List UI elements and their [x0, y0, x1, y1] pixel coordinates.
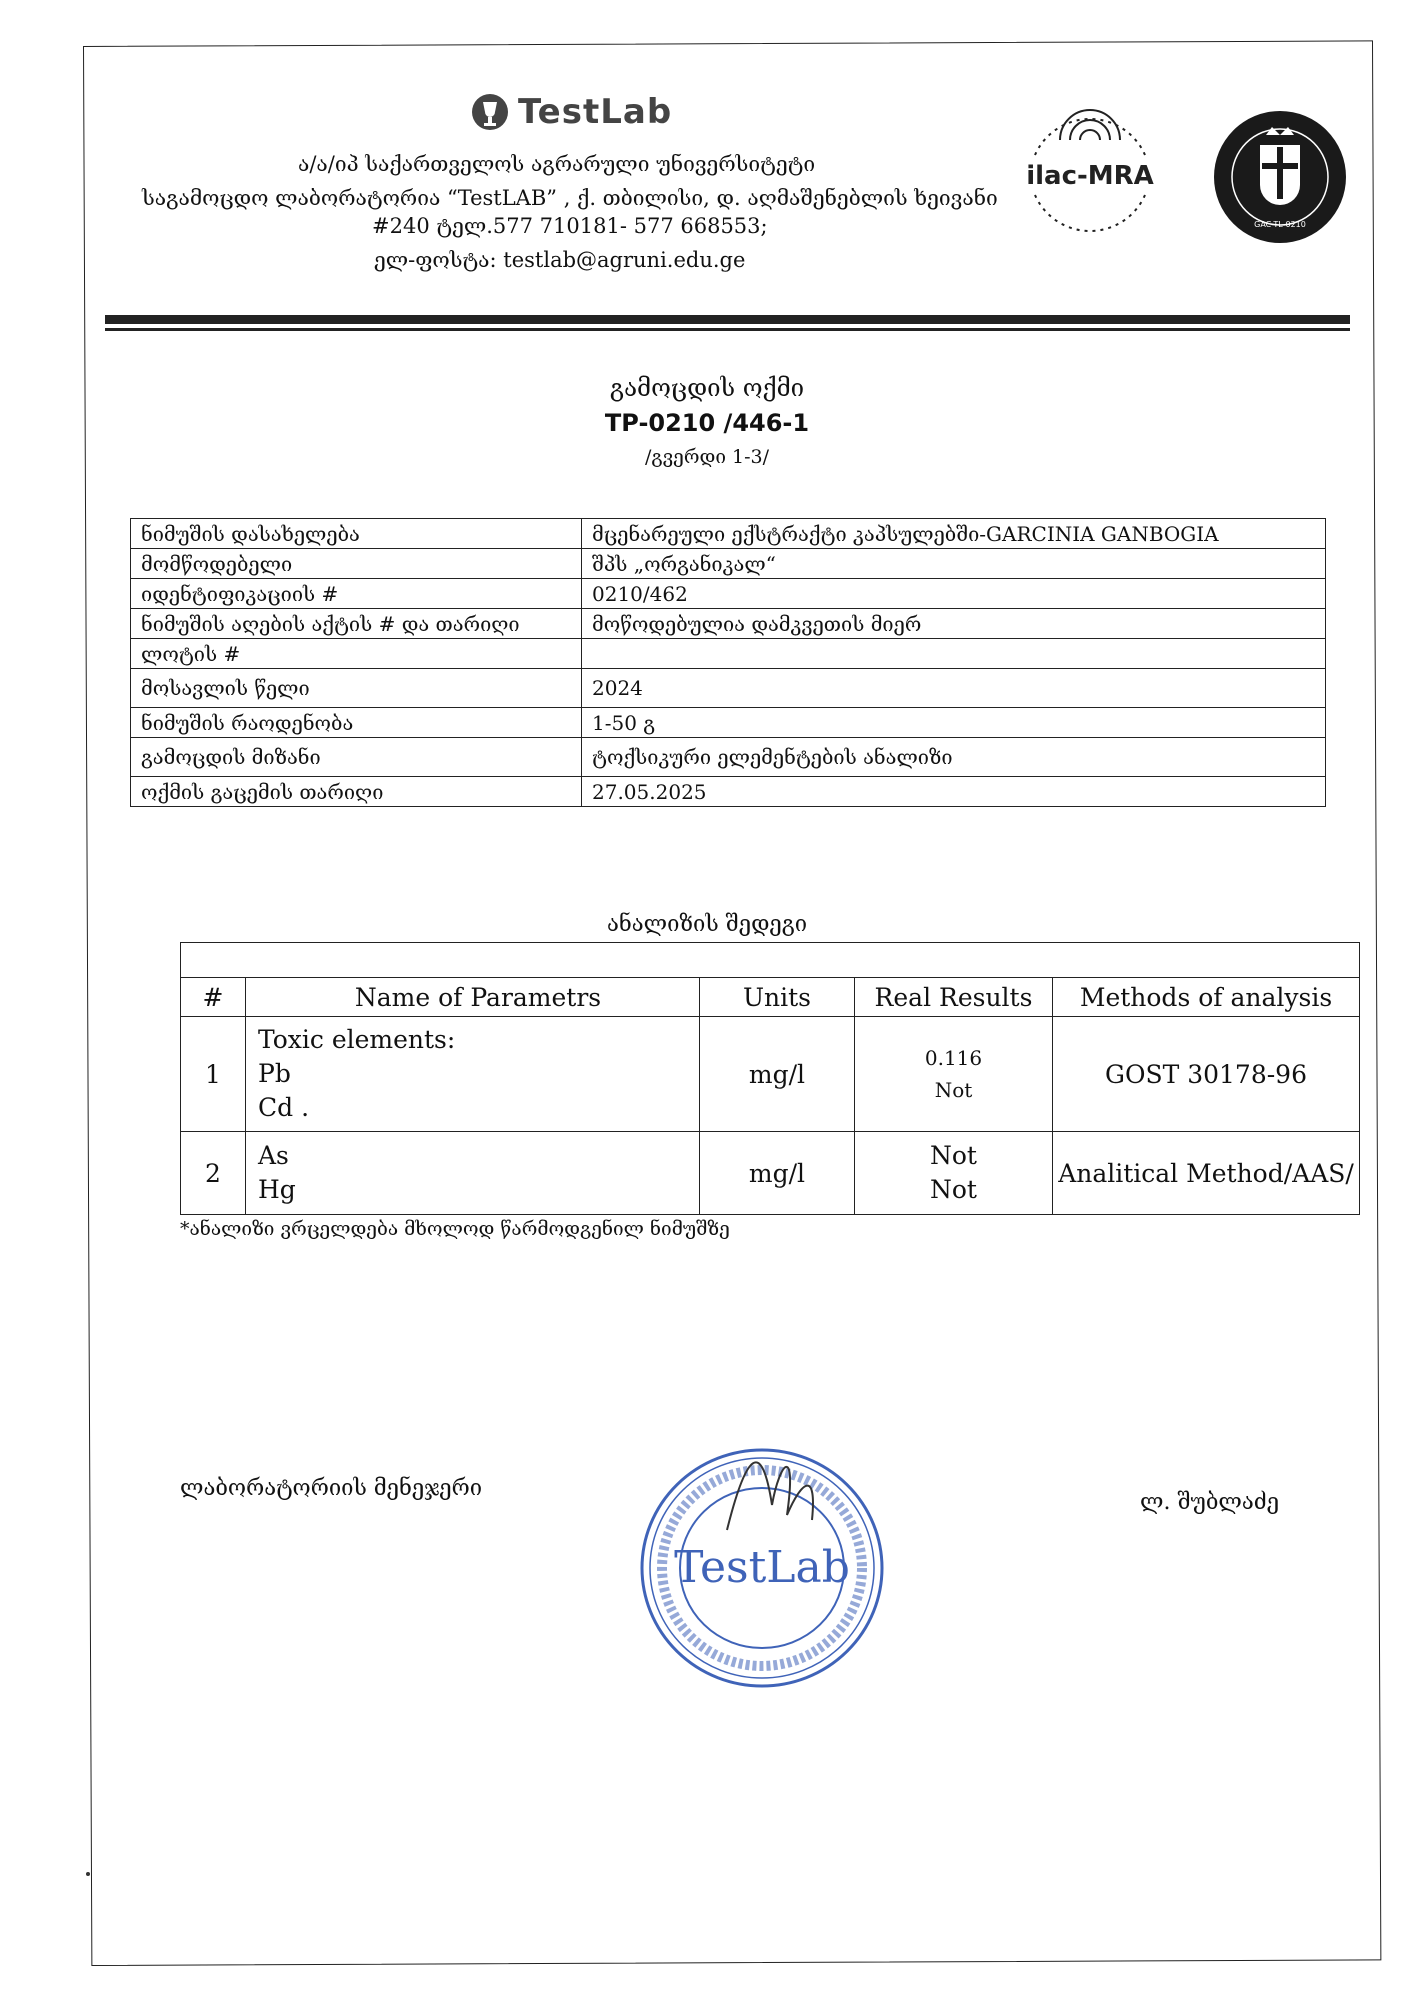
sample-info-table — [130, 518, 1326, 807]
brand-name: TestLab — [518, 92, 673, 132]
address-line-1: ა/ა/იპ საქართველოს აგრარული უნივერსიტეტი — [298, 152, 816, 176]
gac-accreditation-logo — [1210, 105, 1350, 250]
info-value: მოწოდებულია დამკვეთის მიერ — [582, 609, 1326, 639]
results-title: ანალიზის შედეგი — [606, 912, 808, 937]
ilac-mra-logo — [1015, 100, 1165, 250]
row-parameters — [246, 1017, 700, 1132]
parameter: Cd . — [258, 1093, 310, 1122]
info-row — [131, 579, 1326, 609]
info-value: 0210/462 — [582, 579, 1326, 609]
table-row — [181, 1017, 1360, 1132]
info-label: გამოცდის მიზანი — [131, 738, 582, 777]
info-row — [131, 519, 1326, 549]
info-label: ნიმუშის აღების აქტის # და თარიღი — [131, 609, 582, 639]
info-row — [131, 738, 1326, 777]
header-divider-thick — [105, 315, 1350, 324]
row-results — [855, 1017, 1053, 1132]
row-method: Analitical Method/AAS/ — [1053, 1132, 1360, 1215]
result-value: Not — [930, 1175, 977, 1204]
info-label: ნიმუშის რაოდენობა — [131, 708, 582, 738]
info-label: ნიმუშის დასახელება — [131, 519, 582, 549]
header-divider-thin — [105, 328, 1350, 331]
signatory-role: ლაბორატორიის მენეჯერი — [180, 1476, 483, 1501]
stamp-text: TestLab — [674, 1542, 850, 1593]
result-value: Not — [930, 1141, 977, 1170]
results-header-row — [181, 978, 1360, 1017]
results-footnote: *ანალიზი ვრცელდება მხოლოდ წარმოდგენილ ნიმუშზე — [180, 1218, 730, 1240]
parameter-group: Toxic elements: — [258, 1025, 456, 1054]
info-row — [131, 549, 1326, 579]
info-label: მომწოდებელი — [131, 549, 582, 579]
info-row — [131, 609, 1326, 639]
info-label: მოსავლის წელი — [131, 669, 582, 708]
scan-speck — [86, 1872, 90, 1876]
row-number: 1 — [181, 1017, 246, 1132]
ilac-logo-text: ilac-MRA — [1026, 161, 1154, 191]
info-value: 1-50 გ — [582, 708, 1326, 738]
info-label: ლოტის # — [131, 639, 582, 669]
info-label: იდენტიფიკაციის # — [131, 579, 582, 609]
info-row — [131, 669, 1326, 708]
header-real-results: Real Results — [855, 978, 1053, 1017]
header-num: # — [181, 978, 246, 1017]
header-name: Name of Parametrs — [246, 978, 700, 1017]
header-units: Units — [700, 978, 855, 1017]
info-value: 2024 — [582, 669, 1326, 708]
gac-logo-text: GAC-TL-0210 — [1254, 220, 1306, 229]
info-value: 27.05.2025 — [582, 777, 1326, 807]
result-value: Not — [934, 1078, 973, 1102]
parameter: As — [258, 1141, 289, 1170]
info-row — [131, 777, 1326, 807]
row-units: mg/l — [700, 1017, 855, 1132]
info-row — [131, 708, 1326, 738]
result-value: 0.116 — [924, 1046, 983, 1070]
address-line-3: #240 ტელ.577 710181- 577 668553; — [372, 214, 768, 238]
parameter: Hg — [258, 1175, 296, 1204]
row-method: GOST 30178-96 — [1053, 1017, 1360, 1132]
report-number: TP-0210 /446-1 — [604, 409, 810, 437]
header-methods: Methods of analysis — [1053, 978, 1360, 1017]
page-indicator: /გვერდი 1-3/ — [644, 446, 769, 468]
testlab-emblem-icon — [470, 92, 510, 132]
signatory-name: ლ. შუბლაძე — [1140, 1490, 1280, 1515]
info-row — [131, 639, 1326, 669]
info-value — [582, 639, 1326, 669]
address-line-2: საგამოცდო ლაბორატორია “TestLAB” , ქ. თბილისი, დ. აღმაშენებლის ხეივანი — [142, 186, 998, 210]
results-table — [180, 942, 1360, 1215]
report-heading: გამოცდის ოქმი — [609, 374, 805, 402]
blank-cell — [181, 943, 1360, 978]
info-value: მცენარეული ექსტრაქტი კაპსულებში-GARCINIA GANBOGIA — [582, 519, 1326, 549]
testlab-logo — [470, 92, 672, 132]
row-number: 2 — [181, 1132, 246, 1215]
parameter: Pb — [258, 1059, 291, 1088]
row-parameters — [246, 1132, 700, 1215]
results-top-row — [181, 943, 1360, 978]
info-label: ოქმის გაცემის თარიღი — [131, 777, 582, 807]
row-units: mg/l — [700, 1132, 855, 1215]
table-row — [181, 1132, 1360, 1215]
info-value: ტოქსიკური ელემენტების ანალიზი — [582, 738, 1326, 777]
info-value: შპს „ორგანიკალ“ — [582, 549, 1326, 579]
row-results — [855, 1132, 1053, 1215]
address-line-4: ელ-ფოსტა: testlab@agruni.edu.ge — [374, 248, 746, 272]
lab-stamp — [612, 1410, 912, 1710]
